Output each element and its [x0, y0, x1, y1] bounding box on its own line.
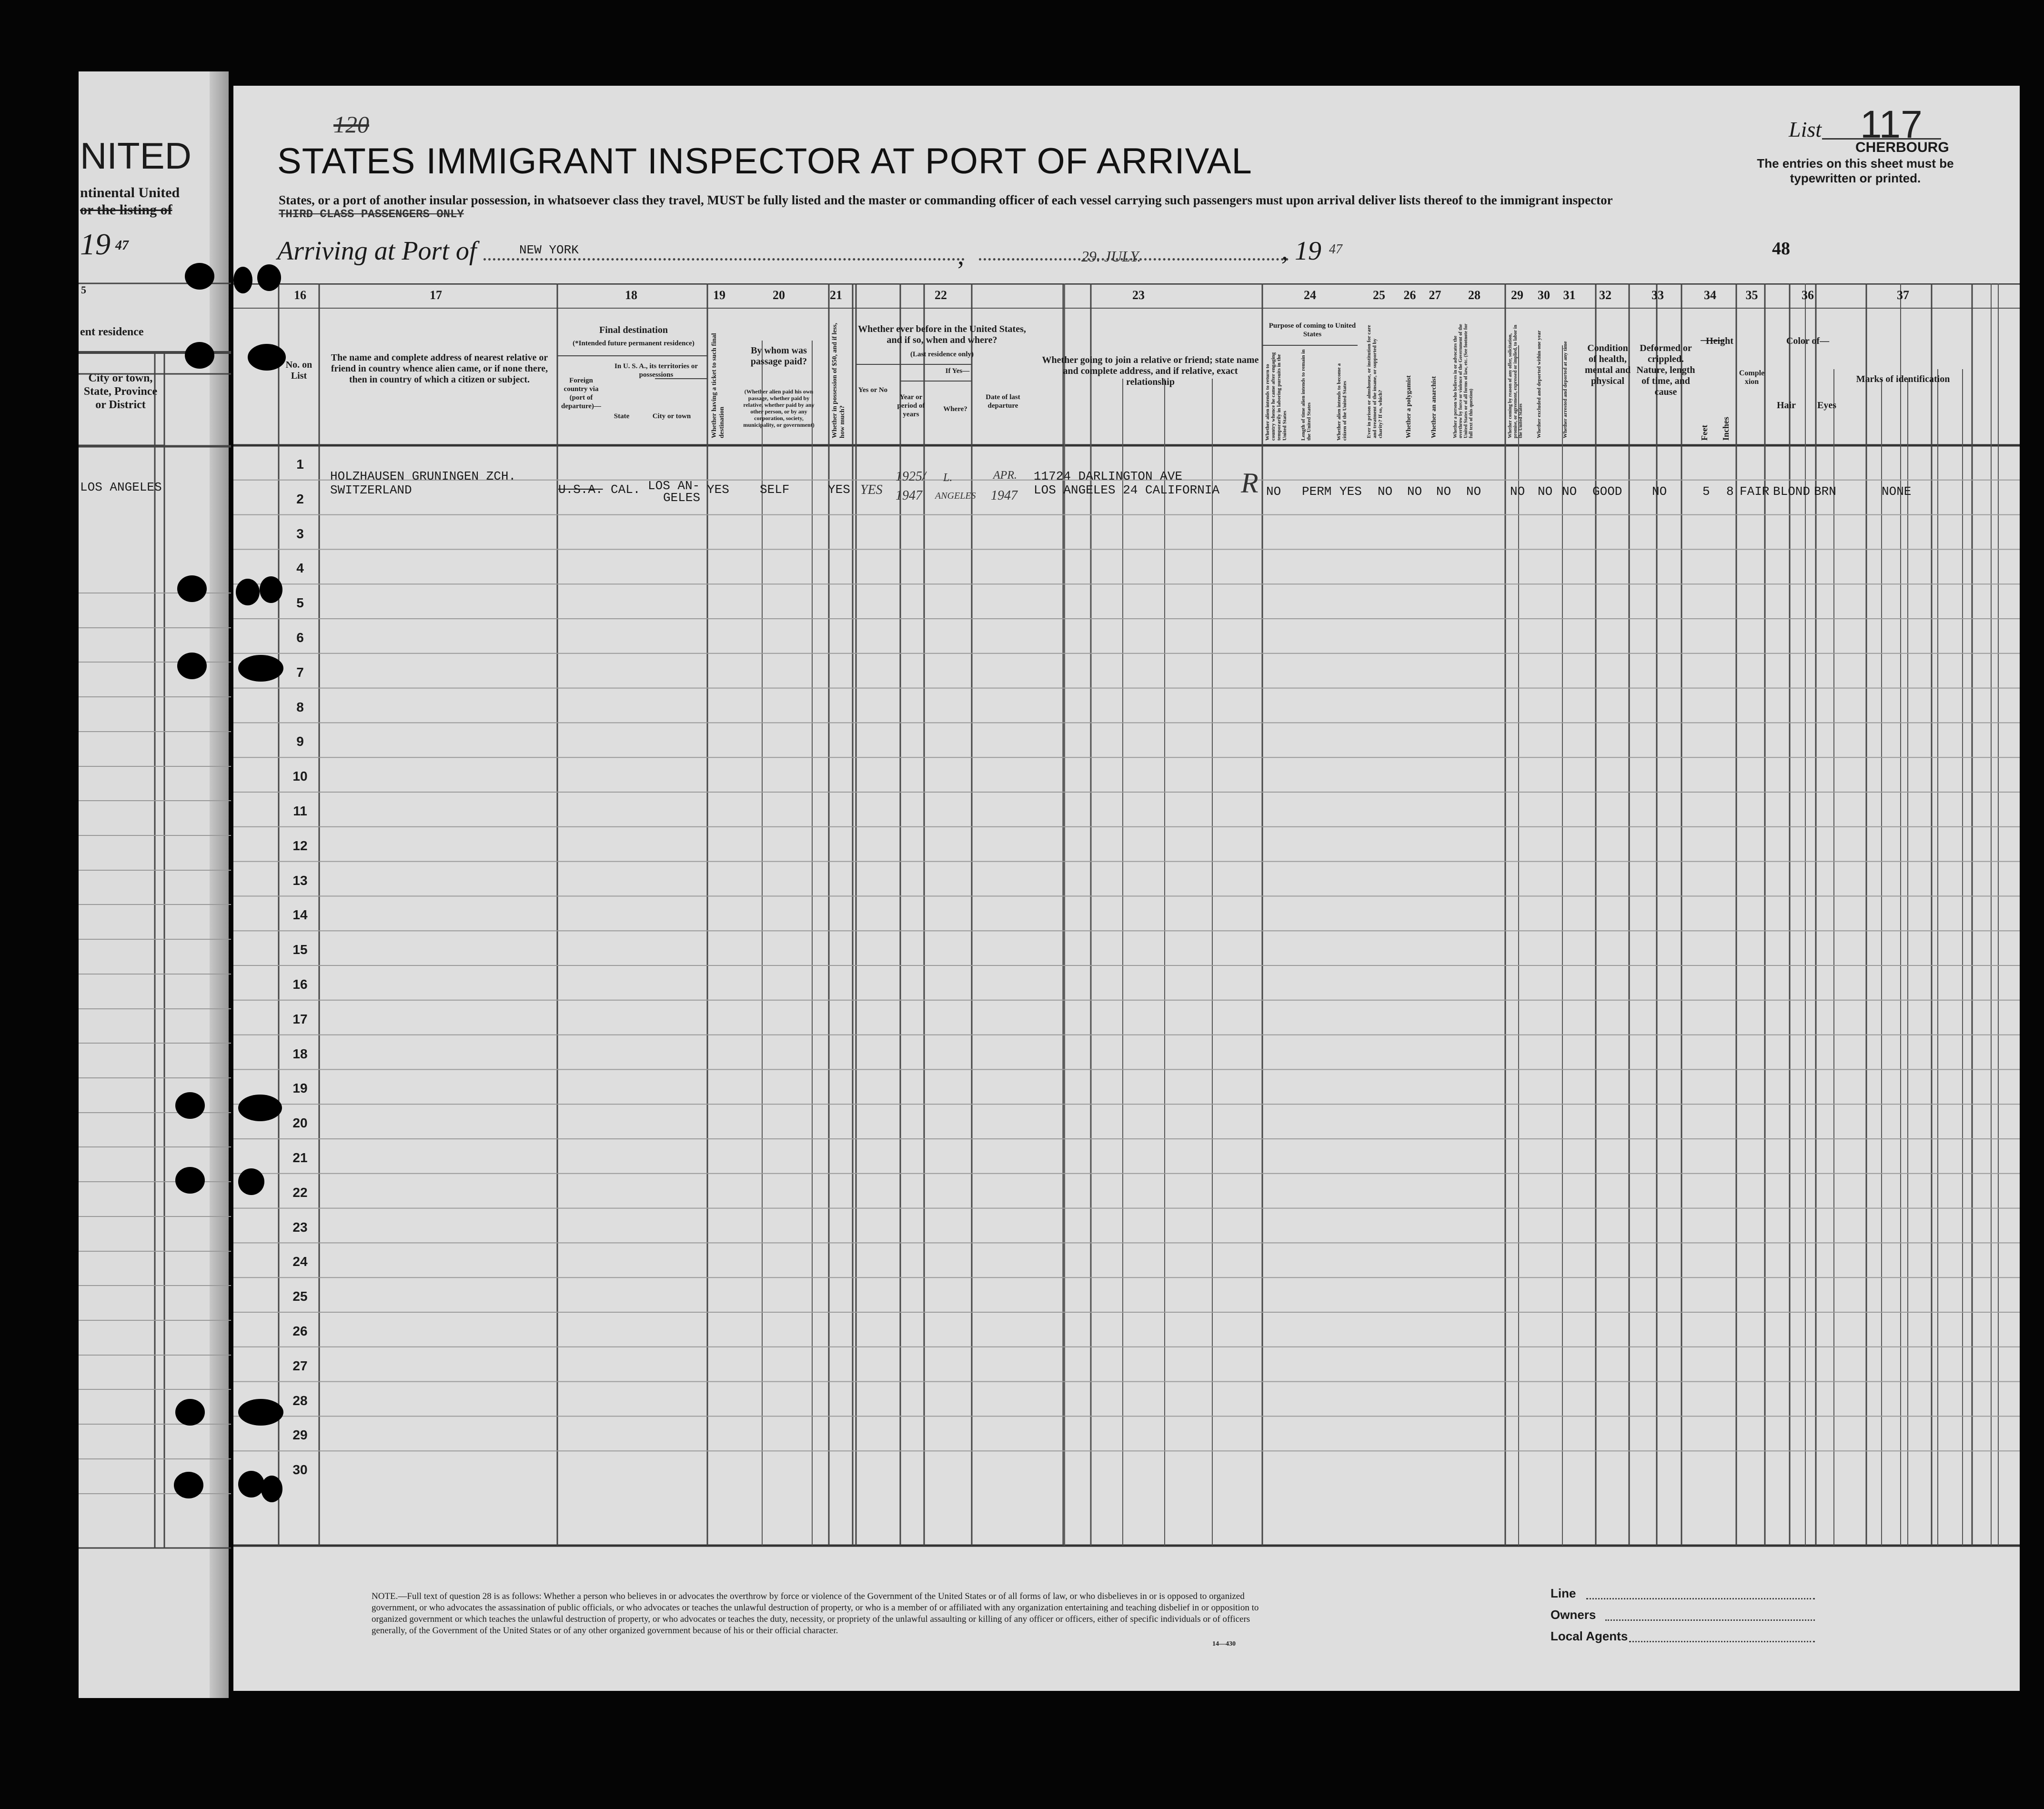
- header-passage-paid-sub: (Whether alien paid his own passage, whether paid by relative, whether paid by any other person, or by any corporation, society, municipality, or government): [743, 388, 815, 428]
- punch-hole: [233, 267, 252, 293]
- header-complexion: Complexion: [1739, 369, 1765, 386]
- column-number-25: 25: [1373, 288, 1385, 302]
- entry-excluded: NO: [1538, 484, 1553, 499]
- row-number: 11: [293, 804, 307, 818]
- left-page-column-number: 5: [81, 284, 86, 296]
- row-number: 17: [292, 1011, 308, 1026]
- line-label: Line: [1551, 1586, 1576, 1600]
- punch-hole: [261, 1476, 282, 1502]
- punch-hole: [238, 655, 283, 682]
- row-number: 6: [296, 630, 304, 645]
- entry-complexion: FAIR: [1740, 484, 1770, 499]
- punch-hole: [260, 576, 282, 603]
- header-labor-offer: Whether coming by reason of any offer, solicitation, promise, or agreement, expressed or implied, to labor in the United States: [1508, 324, 1523, 438]
- punch-hole: [175, 1399, 205, 1426]
- row-number: 20: [292, 1116, 308, 1131]
- row-number: 29: [292, 1427, 308, 1443]
- punch-hole: [238, 1399, 283, 1426]
- header-city-or-town: City or town: [652, 412, 691, 420]
- row-number: 16: [292, 977, 308, 992]
- column-number-34: 34: [1704, 288, 1716, 302]
- column-number-27: 27: [1429, 288, 1441, 302]
- row-number: 12: [292, 838, 308, 853]
- entry-anarchist: NO: [1436, 484, 1451, 499]
- row-number: 28: [292, 1393, 308, 1408]
- row-number: 25: [292, 1289, 308, 1304]
- row-number: 14: [292, 907, 308, 923]
- footer-note: NOTE.—Full text of question 28 is as follows: Whether a person who believes in or advocates the overthrow by force or violence of the Government of the United States or of all forms of law, or who disbelieves in or is opposed to organized government, or who advocates the assassination of public officials, or who advocates or teaches the unlawful destruction of property, or who is a member of or affiliated with any organization entertaining and teaching disbelief in or opposition to organized government or which teaches the unlawful destruction of property, or who advocates or teaches the duty, necessity, or propriety of the unlawful assaulting or killing of any officer or officers, either of specific individuals or of officers generally, of the Government of the United States or of any other organized government because of his or their official character.: [372, 1591, 1259, 1636]
- header-deformed: Deformed or crippled. Nature, length of time, and cause: [1636, 343, 1695, 397]
- entry-last-departure-1: APR.: [993, 469, 1017, 482]
- header-in-usa: In U. S. A., its territories or possessions: [614, 362, 698, 379]
- separator-comma: ,: [957, 241, 964, 271]
- arrival-year-value: 47: [1329, 242, 1342, 257]
- form-code: 14—430: [1212, 1640, 1236, 1648]
- header-excluded: Whether excluded and deported within one year: [1536, 330, 1542, 438]
- arrival-date-value: 29. JULY.: [1081, 248, 1141, 265]
- row-number: 4: [296, 561, 304, 576]
- entry-city-line1: LOS AN-: [648, 479, 700, 493]
- row-number: 21: [292, 1150, 308, 1165]
- entry-polygamist: NO: [1407, 484, 1422, 499]
- column-number-30: 30: [1538, 288, 1550, 302]
- entry-before-years-2: 1947: [896, 488, 922, 503]
- entry-join-address-1: 11724 DARLINGTON AVE: [1034, 469, 1183, 483]
- row-number: 18: [292, 1046, 308, 1061]
- entry-labor-offer: NO: [1510, 484, 1525, 499]
- left-page-year-hand: 47: [115, 238, 129, 253]
- entry-before-yesno: YES: [860, 482, 883, 497]
- entry-arrested: NO: [1562, 484, 1577, 499]
- header-year-or-period: Year or period of years: [897, 393, 925, 418]
- entry-health: GOOD: [1592, 484, 1622, 499]
- row-number: 1: [296, 457, 304, 472]
- left-page-grid: [79, 71, 231, 1698]
- passenger-class-stamp: THIRD CLASS PASSENGERS ONLY: [279, 208, 464, 221]
- header-citizen-intent: Whether alien intends to become a citizen of the United States: [1336, 363, 1348, 441]
- page-title: STATES IMMIGRANT INSPECTOR AT PORT OF ARRIVAL: [277, 141, 1252, 181]
- entry-join-address-2: LOS ANGELES 24 CALIFORNIA: [1034, 483, 1220, 497]
- row-number: 23: [292, 1219, 308, 1235]
- entry-hair: BLOND: [1773, 484, 1811, 499]
- sheet-number: 48: [1772, 239, 1790, 259]
- punch-hole: [238, 1471, 264, 1497]
- entry-join-mark: R: [1241, 467, 1259, 499]
- page-subtitle: States, or a port of another insular possession, in whatsoever class they travel, MUST be fully listed and the master or commanding officer of each vessel carrying such passengers must upon arrival deliver lists thereof to the immigrant inspector: [279, 193, 1613, 207]
- left-page-row1-city: LOS ANGELES: [80, 480, 162, 494]
- header-where: Where?: [943, 405, 967, 413]
- column-number-35: 35: [1745, 288, 1758, 302]
- row-number: 26: [292, 1324, 308, 1338]
- arrival-year-prefix: 19: [1295, 236, 1321, 266]
- row-number: 19: [292, 1081, 308, 1096]
- list-port-stamp: CHERBOURG: [1855, 140, 1949, 155]
- row-number: 7: [296, 664, 304, 680]
- arrival-port-line: [483, 258, 965, 261]
- punch-hole: [175, 1167, 205, 1194]
- punch-hole: [185, 263, 214, 290]
- row-number: 3: [296, 526, 304, 541]
- punch-hole: [257, 264, 281, 291]
- header-purpose: Purpose of coming to United States: [1269, 322, 1356, 338]
- header-overthrow: Whether a person who believes in or advocates the overthrow by force or violence of the Government of the United States or of all forms of law, etc. (See footnote for full text of this question): [1453, 323, 1474, 438]
- list-label: List: [1789, 117, 1822, 141]
- entry-overthrow: NO: [1466, 484, 1481, 499]
- punch-hole: [185, 342, 214, 369]
- row-number: 30: [292, 1462, 308, 1477]
- entry-relative-name: HOLZHAUSEN GRUNINGEN ZCH.: [330, 469, 516, 483]
- column-number-18: 18: [625, 288, 637, 302]
- arrival-year-label: , 19: [1281, 236, 1321, 266]
- row-number: 2: [296, 491, 304, 506]
- stamped-list-number: 120: [333, 111, 369, 138]
- header-return-intent: Whether alien intends to return to country whence he came after engaging temporarily in laboring pursuits in the United States: [1265, 352, 1288, 441]
- line-signature-line: [1586, 1598, 1815, 1599]
- header-before-in-us: Whether ever before in the United States, and if so, when and where?: [858, 324, 1026, 345]
- header-marks: Marks of identification: [1856, 374, 1950, 384]
- column-number-33: 33: [1651, 288, 1664, 302]
- entry-before-where-1: L.: [943, 472, 953, 484]
- entry-before-where-2: ANGELES: [935, 491, 976, 501]
- column-number-21: 21: [830, 288, 842, 302]
- row-number: 5: [296, 595, 304, 611]
- punch-hole: [238, 1095, 282, 1121]
- owners-signature-line: [1605, 1619, 1815, 1621]
- header-hair: Hair: [1777, 400, 1796, 411]
- arrival-port-label: Arriving at Port of: [277, 236, 477, 266]
- row-number: 27: [292, 1358, 308, 1373]
- left-page-year: 19: [80, 227, 111, 261]
- header-ticket: Whether having a ticket to such final destination: [711, 333, 725, 438]
- left-page-line2: or the listing of: [80, 202, 172, 218]
- column-number-20: 20: [773, 288, 785, 302]
- entry-length-of-stay: PERM: [1302, 484, 1332, 499]
- entry-height-inches: 8: [1726, 484, 1734, 499]
- left-page-city-label: City or town, State, Province or District: [83, 372, 158, 411]
- header-color-of: Color of—: [1786, 336, 1830, 346]
- left-page-residence-label: ent residence: [80, 326, 144, 338]
- entry-before-years-1: 1925/: [896, 469, 926, 484]
- header-health: Condition of health, mental and physical: [1584, 343, 1631, 386]
- arrival-port-value: NEW YORK: [519, 243, 579, 257]
- entry-fifty-dollars: YES: [828, 482, 850, 497]
- row-number: 8: [296, 699, 304, 714]
- entry-ticket: YES: [707, 482, 729, 497]
- column-number-37: 37: [1897, 288, 1909, 302]
- entry-deformed: NO: [1652, 484, 1667, 499]
- punch-hole: [238, 1168, 264, 1195]
- column-number-28: 28: [1468, 288, 1480, 302]
- header-join-relative: Whether going to join a relative or friend; state name and complete address, and if relative, exact relationship: [1042, 355, 1259, 387]
- entry-marks: NONE: [1882, 484, 1912, 499]
- punch-hole: [248, 344, 286, 371]
- row-number: 22: [292, 1185, 308, 1200]
- header-final-destination: Final destination: [599, 325, 668, 335]
- entry-citizen-intent: YES: [1339, 484, 1362, 499]
- header-nearest-relative: The name and complete address of nearest relative or friend in country whence alien came, or if none there, then in country of which a citizen or subject.: [331, 352, 548, 385]
- entry-eyes: BRN: [1814, 484, 1836, 499]
- column-number-16: 16: [294, 288, 306, 302]
- entry-prison: NO: [1378, 484, 1393, 499]
- owners-label: Owners: [1551, 1608, 1596, 1622]
- column-number-36: 36: [1802, 288, 1814, 302]
- row-number: 10: [292, 769, 308, 784]
- column-number-26: 26: [1403, 288, 1416, 302]
- header-state: State: [614, 412, 630, 420]
- header-fifty-dollars: Whether in possession of $50, and if less, how much?: [831, 322, 846, 438]
- header-anarchist: Whether an anarchist: [1430, 376, 1438, 438]
- header-length-of-stay: Length of time alien intends to remain in the United States: [1300, 349, 1312, 441]
- header-feet: Feet: [1700, 425, 1709, 441]
- entry-height-feet: 5: [1702, 484, 1710, 499]
- column-number-19: 19: [713, 288, 725, 302]
- header-prison: Ever in prison or almshouse, or institution for care and treatment of the insane, or supported by charity? If so, which?: [1366, 325, 1383, 438]
- column-number-23: 23: [1132, 288, 1145, 302]
- punch-hole: [174, 1472, 203, 1498]
- column-number-29: 29: [1511, 288, 1523, 302]
- entry-last-departure-2: 1947: [991, 488, 1017, 503]
- punch-hole: [177, 653, 207, 679]
- header-foreign-country: Foreign country via (port of departure)—: [561, 377, 601, 410]
- row-lines: [233, 480, 2020, 1451]
- list-number: 117: [1860, 103, 1923, 146]
- entry-city-line2: GELES: [663, 491, 701, 505]
- row-number: 15: [292, 942, 308, 957]
- left-page-heading: NITED: [80, 135, 191, 177]
- entry-relative-country: SWITZERLAND: [330, 483, 412, 497]
- entry-paid-by: SELF: [760, 482, 790, 497]
- header-no-on-list: No. on List: [285, 360, 312, 381]
- entry-instructions: The entries on this sheet must be typewritten or printed.: [1757, 156, 1954, 185]
- entry-return-intent: NO: [1266, 484, 1281, 499]
- row-number: 24: [292, 1254, 308, 1269]
- entry-state: CAL.: [611, 482, 641, 497]
- column-number-31: 31: [1563, 288, 1576, 302]
- column-number-17: 17: [430, 288, 442, 302]
- row-number: 9: [296, 734, 304, 749]
- entry-foreign-port: U.S.A.: [558, 482, 603, 497]
- header-date-last-departure: Date of last departure: [986, 393, 1020, 410]
- local-agents-label: Local Agents: [1551, 1629, 1628, 1643]
- header-polygamist: Whether a polygamist: [1405, 375, 1412, 438]
- punch-hole: [175, 1092, 205, 1119]
- column-number-32: 32: [1599, 288, 1611, 302]
- column-number-24: 24: [1304, 288, 1316, 302]
- local-agents-signature-line: [1629, 1641, 1815, 1642]
- header-if-yes: If Yes—: [945, 367, 970, 375]
- header-yes-or-no: Yes or No: [858, 386, 888, 394]
- header-final-destination-sub: (*Intended future permanent residence): [573, 340, 695, 347]
- header-arrested: Whether arrested and deported at any time: [1562, 341, 1568, 438]
- punch-hole: [177, 575, 207, 602]
- header-passage-paid: By whom was passage paid?: [750, 345, 807, 367]
- header-inches: Inches: [1721, 416, 1731, 441]
- header-eyes: Eyes: [1817, 400, 1836, 411]
- row-number: 13: [292, 873, 308, 888]
- left-page-line1: ntinental United: [80, 185, 180, 201]
- column-number-22: 22: [935, 288, 947, 302]
- punch-hole: [236, 579, 260, 605]
- header-before-in-us-sub: (Last residence only): [910, 351, 974, 358]
- header-height: Height: [1706, 336, 1733, 346]
